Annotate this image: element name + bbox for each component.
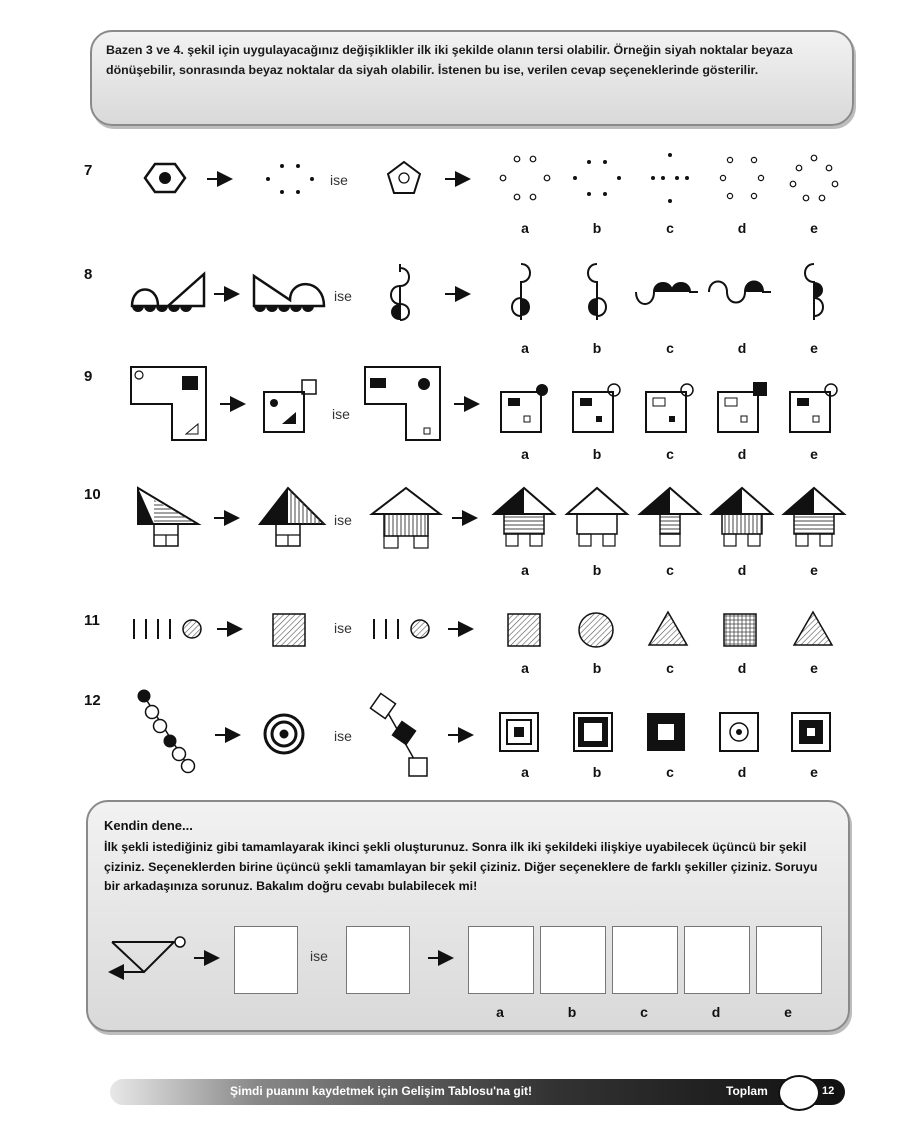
option-d-figure[interactable]: [715, 152, 769, 204]
arrow-icon: [212, 512, 242, 524]
curve-wave-figure: [128, 270, 208, 320]
ise-connector: ise: [330, 172, 348, 188]
option-label-d: d: [737, 446, 747, 462]
draw-box-option-c[interactable]: [612, 926, 678, 994]
ise-connector: ise: [334, 728, 352, 744]
option-label-e: e: [784, 1004, 792, 1020]
option-label-b: b: [567, 1004, 577, 1020]
l-shape-figure: [362, 364, 446, 444]
option-label-d: d: [737, 764, 747, 780]
option-label-c: c: [666, 340, 674, 356]
arrow-icon: [212, 288, 242, 300]
option-label-b: b: [592, 446, 602, 462]
option-b-figure[interactable]: [572, 711, 616, 755]
option-label-c: c: [666, 446, 674, 462]
arrow-icon: [426, 952, 456, 964]
arrow-icon: [215, 623, 245, 635]
instructions-box: [90, 30, 854, 126]
option-b-figure[interactable]: [563, 484, 631, 550]
option-label-e: e: [810, 660, 818, 676]
lines-and-circle: [370, 614, 440, 644]
option-label-e: e: [810, 562, 818, 578]
draw-box-option-a[interactable]: [468, 926, 534, 994]
arrow-icon: [443, 173, 473, 185]
house-figure: [254, 484, 330, 550]
option-a-figure[interactable]: [498, 380, 554, 436]
arrow-icon: [218, 398, 248, 410]
option-d-figure[interactable]: [708, 484, 776, 550]
try-instructions: İlk şekli istediğiniz gibi tamamlayarak ikinci şekli oluşturunuz. Sonra ilk iki şekildeki ilişkiye uyabilecek üçüncü bir şekil çiziniz. Seçeneklerden birine üçüncü şekli tamamlayan bir şekil çiziniz. Diğer seçeneklere de farklı şekiller çiziniz. Soruyu bir arkadaşınıza sorunuz. Bakalım doğru cevabı bulabilecek mi!: [104, 840, 818, 893]
target-circles: [262, 712, 308, 758]
option-a-figure[interactable]: [503, 258, 543, 324]
option-a-figure[interactable]: [498, 711, 542, 755]
arrow-icon: [452, 398, 482, 410]
option-label-a: a: [521, 340, 529, 356]
house-figure: [368, 484, 444, 550]
option-b-figure[interactable]: [570, 380, 626, 436]
draw-box-option-e[interactable]: [756, 926, 822, 994]
option-d-figure[interactable]: [715, 380, 771, 436]
draw-box-third[interactable]: [346, 926, 410, 994]
option-e-figure[interactable]: [791, 609, 835, 649]
arrow-icon: [443, 288, 473, 300]
house-figure: [128, 484, 204, 550]
option-label-c: c: [666, 562, 674, 578]
arrow-icon: [192, 952, 222, 964]
option-label-d: d: [737, 220, 747, 236]
try-heading: Kendin dene...: [104, 818, 193, 833]
question-number: 9: [84, 368, 93, 385]
footer-message: Şimdi puanını kaydetmek için Gelişim Tablosu'na git!: [230, 1084, 533, 1098]
option-label-a: a: [521, 446, 529, 462]
draw-box-option-b[interactable]: [540, 926, 606, 994]
option-label-c: c: [666, 764, 674, 780]
hexagon-with-dot: [140, 158, 190, 198]
option-c-figure[interactable]: [643, 150, 697, 206]
ise-connector: ise: [334, 288, 352, 304]
snake-figure: [378, 260, 418, 326]
option-b-figure[interactable]: [575, 258, 615, 324]
arrow-icon: [450, 512, 480, 524]
option-label-a: a: [496, 1004, 504, 1020]
option-d-figure[interactable]: [721, 611, 761, 651]
question-number: 7: [84, 162, 93, 179]
option-label-d: d: [737, 340, 747, 356]
option-label-e: e: [810, 220, 818, 236]
pentagon-with-circle: [385, 158, 423, 198]
question-number: 11: [84, 612, 100, 629]
ise-connector: ise: [334, 512, 352, 528]
hatched-square: [270, 611, 310, 651]
option-e-figure[interactable]: [787, 380, 843, 436]
question-number: 8: [84, 266, 93, 283]
question-number: 10: [84, 486, 101, 503]
arrow-icon: [446, 729, 476, 741]
instructions-text: Bazen 3 ve 4. şekil için uygulayacağınız değişiklikler ilk iki şekilde olanın tersi olabilir. Örneğin siyah noktalar beyaza dönüşebilir, sonrasında beyaz noktalar da siyah olabilir. İstenen bu ise, verilen cevap seçeneklerinde gösterilir.: [106, 43, 793, 77]
option-label-e: e: [810, 446, 818, 462]
option-label-a: a: [521, 764, 529, 780]
total-label: Toplam: [726, 1084, 768, 1098]
option-label-b: b: [592, 562, 602, 578]
option-label-d: d: [737, 562, 747, 578]
square-figure: [262, 378, 320, 436]
option-label-a: a: [521, 562, 529, 578]
arrow-icon: [446, 623, 476, 635]
option-label-b: b: [592, 660, 602, 676]
option-c-figure[interactable]: [646, 609, 690, 649]
page-number: 12: [822, 1085, 835, 1097]
ise-connector: ise: [334, 620, 352, 636]
option-e-figure[interactable]: [790, 711, 834, 755]
draw-box-second[interactable]: [234, 926, 298, 994]
option-d-figure[interactable]: [705, 272, 775, 312]
option-a-figure[interactable]: [505, 611, 545, 651]
option-e-figure[interactable]: [792, 258, 832, 324]
option-label-e: e: [810, 764, 818, 780]
option-a-figure[interactable]: [498, 152, 552, 204]
try-yourself-box: [86, 800, 850, 1032]
option-label-c: c: [666, 220, 674, 236]
diamond-chain-figure: [364, 690, 434, 782]
option-c-figure[interactable]: [636, 484, 704, 550]
score-circle[interactable]: [778, 1075, 820, 1111]
arrow-icon: [205, 173, 235, 185]
lines-and-circle: [130, 614, 210, 644]
question-number: 12: [84, 692, 101, 709]
option-label-c: c: [666, 660, 674, 676]
option-label-e: e: [810, 340, 818, 356]
option-label-a: a: [521, 660, 529, 676]
option-label-b: b: [592, 764, 602, 780]
option-label-c: c: [640, 1004, 648, 1020]
starter-figure: [104, 938, 186, 986]
option-b-figure[interactable]: [576, 609, 618, 651]
option-b-figure[interactable]: [570, 152, 624, 204]
option-d-figure[interactable]: [718, 711, 762, 755]
draw-box-option-d[interactable]: [684, 926, 750, 994]
ise-connector: ise: [310, 948, 328, 964]
l-shape-figure: [128, 364, 212, 444]
option-label-b: b: [592, 340, 602, 356]
option-e-figure[interactable]: [787, 152, 841, 204]
option-c-figure[interactable]: [632, 272, 702, 312]
arrow-icon: [213, 729, 243, 741]
option-a-figure[interactable]: [490, 484, 558, 550]
curve-wave-figure: [250, 270, 330, 320]
black-dots-ring: [262, 160, 318, 198]
option-label-a: a: [521, 220, 529, 236]
option-e-figure[interactable]: [780, 484, 848, 550]
option-label-d: d: [711, 1004, 721, 1020]
option-c-figure[interactable]: [645, 711, 689, 755]
option-label-d: d: [737, 660, 747, 676]
option-label-b: b: [592, 220, 602, 236]
footer-bar: [110, 1079, 845, 1105]
option-c-figure[interactable]: [643, 380, 699, 436]
chain-figure: [134, 686, 200, 778]
ise-connector: ise: [332, 406, 350, 422]
